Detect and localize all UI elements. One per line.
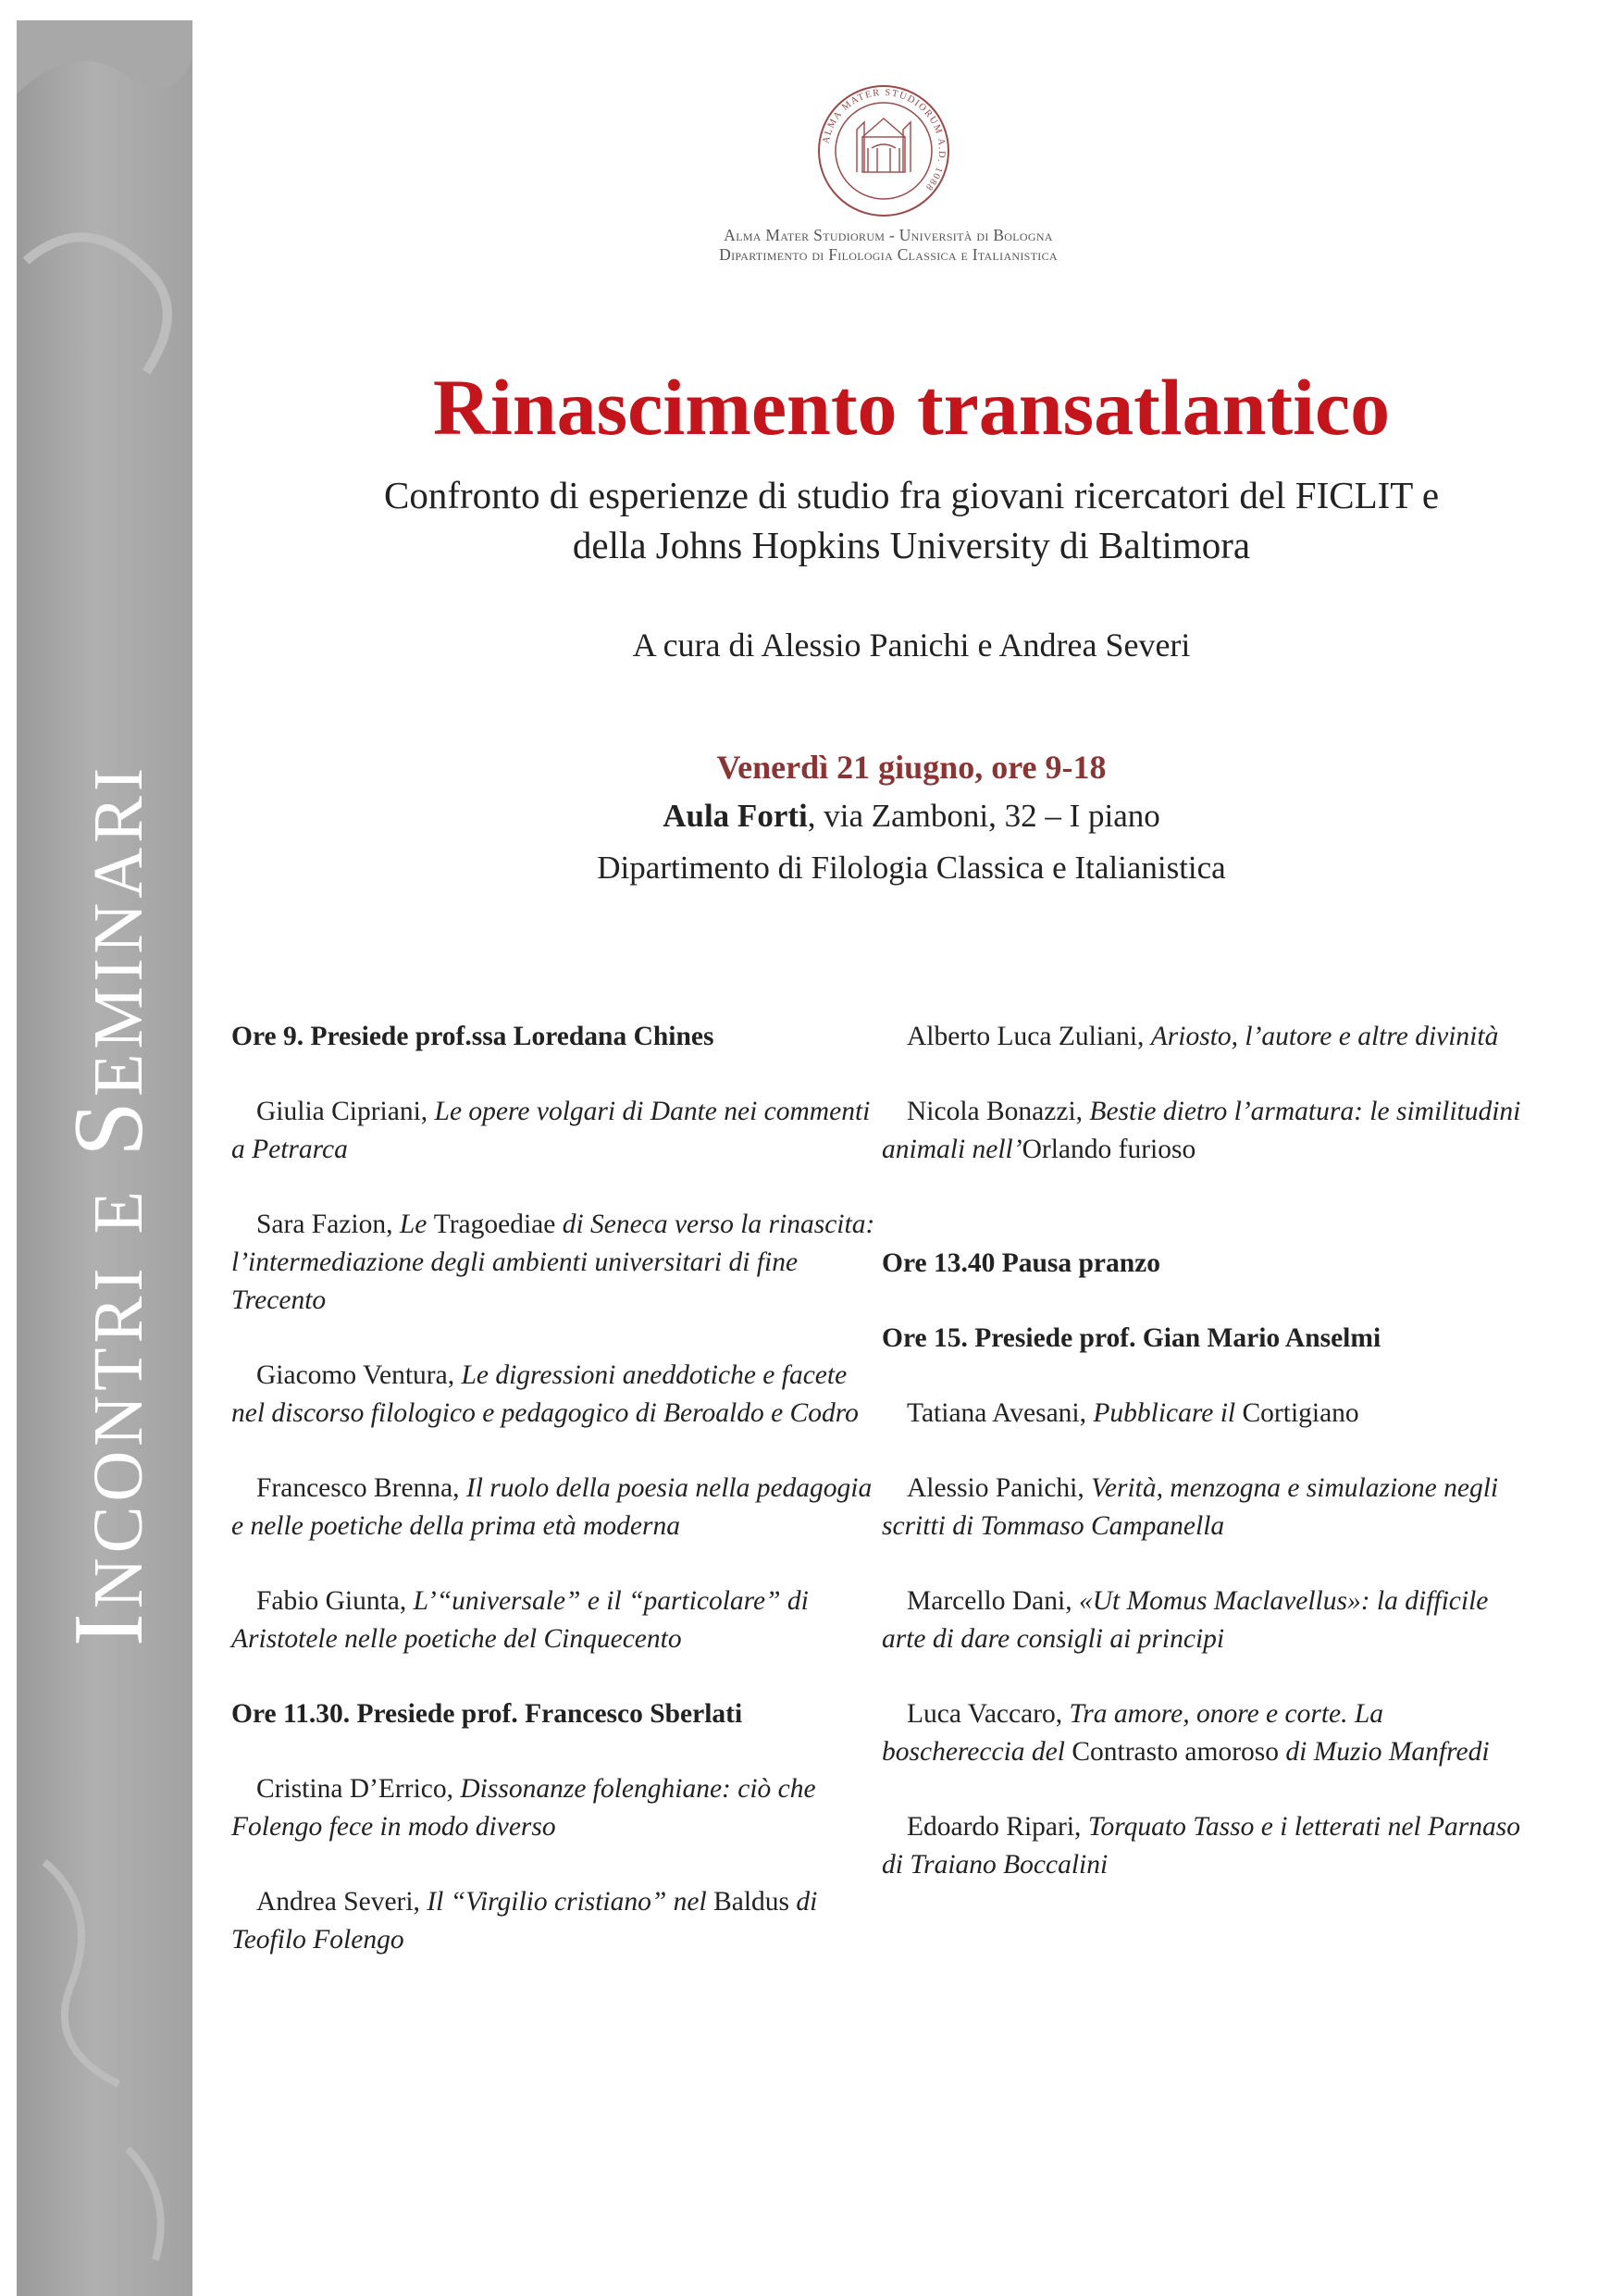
band-title: Incontri e Seminari <box>54 763 164 1647</box>
spacer <box>882 1206 1530 1245</box>
talk-speaker: Fabio Giunta, <box>256 1586 414 1616</box>
session-heading: Ore 9. Presiede prof.ssa Loredana Chines <box>231 1022 714 1051</box>
side-band <box>17 20 192 2296</box>
talk-speaker: Francesco Brenna, <box>256 1473 466 1503</box>
talk-speaker: Tatiana Avesani, <box>907 1398 1094 1428</box>
talk-item <box>882 1395 1530 1433</box>
department-name: Dipartimento di Filologia Classica e Italianistica <box>719 245 1058 264</box>
talk-title: di Seneca verso la rinascita: l’intermediazione degli ambienti universitari di fine Trecento <box>231 1210 875 1315</box>
talk-title: Tra amore, onore e corte. La boschereccia del <box>882 1699 1384 1767</box>
talk-title: Verità, menzogna e simulazione negli scritti di Tommaso Campanella <box>882 1473 1499 1541</box>
talk-title: Le digressioni aneddotiche e facete nel discorso filologico e pedagogico di Beroaldo e Codro <box>231 1360 859 1428</box>
talk-speaker: Sara Fazion, <box>256 1210 400 1239</box>
talk-item <box>231 1470 879 1545</box>
talk-title: Contrasto amoroso <box>1072 1737 1280 1767</box>
talk-title: Il ruolo della poesia nella pedagogia e nelle poetiche della prima età moderna <box>231 1473 873 1541</box>
session-heading: Ore 11.30. Presiede prof. Francesco Sberlati <box>231 1699 743 1729</box>
talk-title: di Muzio Manfredi <box>1279 1737 1490 1767</box>
talk-title: di Teofilo Folengo <box>231 1887 818 1955</box>
event-date: Venerdì 21 giugno, ore 9-18 <box>716 749 1107 786</box>
session-heading: Ore 15. Presiede prof. Gian Mario Anselmi <box>882 1323 1381 1353</box>
talk-item <box>882 1470 1530 1545</box>
venue-address: , via Zamboni, 32 – I piano <box>807 798 1160 834</box>
event-venue <box>241 798 1582 835</box>
talk-title: Bestie dietro l’armatura: le similitudini animali nell’ <box>882 1097 1521 1164</box>
talk-title: Il “Virgilio cristiano” nel <box>427 1887 714 1917</box>
university-seal-icon <box>814 81 953 220</box>
talk-item <box>231 1357 879 1433</box>
subtitle-line-1: Confronto di esperienze di studio fra giovani ricercatori del FICLIT e <box>383 474 1440 516</box>
talk-title: Pubblicare il <box>1093 1398 1243 1428</box>
talk-item <box>231 1093 879 1169</box>
talk-item <box>882 1582 1530 1658</box>
talk-title: Ariosto, l’autore e altre divinità <box>1150 1022 1499 1051</box>
talk-title: Tragoediae <box>433 1210 556 1239</box>
venue-department: Dipartimento di Filologia Classica e Italianistica <box>597 850 1226 886</box>
talk-title: L’“universale” e il “particolare” di Aristotele nelle poetiche del Cinquecento <box>231 1586 809 1654</box>
program-column-left <box>231 1018 879 1996</box>
talk-speaker: Alessio Panichi, <box>907 1473 1092 1503</box>
band-title-wrap <box>54 455 165 1955</box>
talk-item <box>231 1770 879 1846</box>
talk-speaker: Giulia Cipriani, <box>256 1097 435 1126</box>
event-subtitle <box>241 470 1582 570</box>
talk-speaker: Edoardo Ripari, <box>907 1812 1088 1842</box>
session-heading: Ore 13.40 Pausa pranzo <box>882 1248 1161 1278</box>
talk-item <box>882 1695 1530 1771</box>
venue-name: Aula Forti <box>663 798 808 834</box>
talk-title: Orlando furioso <box>1022 1135 1196 1164</box>
seal-text: ALMA MATER STUDIORUM A.D. 1088 <box>821 87 948 193</box>
talk-speaker: Cristina D’Errico, <box>256 1774 461 1804</box>
talk-title: Le opere volgari di Dante nei commenti a Petrarca <box>231 1097 871 1164</box>
university-header <box>648 226 1129 265</box>
talk-speaker: Nicola Bonazzi, <box>907 1097 1090 1126</box>
talk-speaker: Marcello Dani, <box>907 1586 1079 1616</box>
talk-title: Dissonanze folenghiane: ciò che Folengo fece in modo diverso <box>231 1774 816 1842</box>
university-name: Alma Mater Studiorum - Università di Bologna <box>724 226 1053 244</box>
talk-title: Cortigiano <box>1242 1398 1359 1428</box>
talk-item <box>882 1808 1530 1884</box>
talk-speaker: Luca Vaccaro, <box>907 1699 1070 1729</box>
program-column-right <box>882 1018 1530 1921</box>
talk-item <box>882 1093 1530 1169</box>
talk-title: Le <box>399 1210 434 1239</box>
event-title: Rinascimento transatlantico <box>432 363 1391 452</box>
talk-item <box>882 1018 1530 1056</box>
talk-speaker: Alberto Luca Zuliani, <box>907 1022 1151 1051</box>
talk-title: «Ut Momus Maclavellus»: la difficile arte di dare consigli ai principi <box>882 1586 1489 1654</box>
talk-title: Torquato Tasso e i letterati nel Parnaso di Traiano Boccalini <box>882 1812 1520 1880</box>
talk-speaker: Andrea Severi, <box>256 1887 427 1917</box>
talk-title: Baldus <box>713 1887 790 1917</box>
talk-speaker: Giacomo Ventura, <box>256 1360 462 1390</box>
subtitle-line-2: della Johns Hopkins University di Baltimora <box>572 524 1251 566</box>
talk-item <box>231 1206 879 1320</box>
curators: A cura di Alessio Panichi e Andrea Severi <box>632 627 1191 664</box>
talk-item <box>231 1883 879 1959</box>
talk-item <box>231 1582 879 1658</box>
